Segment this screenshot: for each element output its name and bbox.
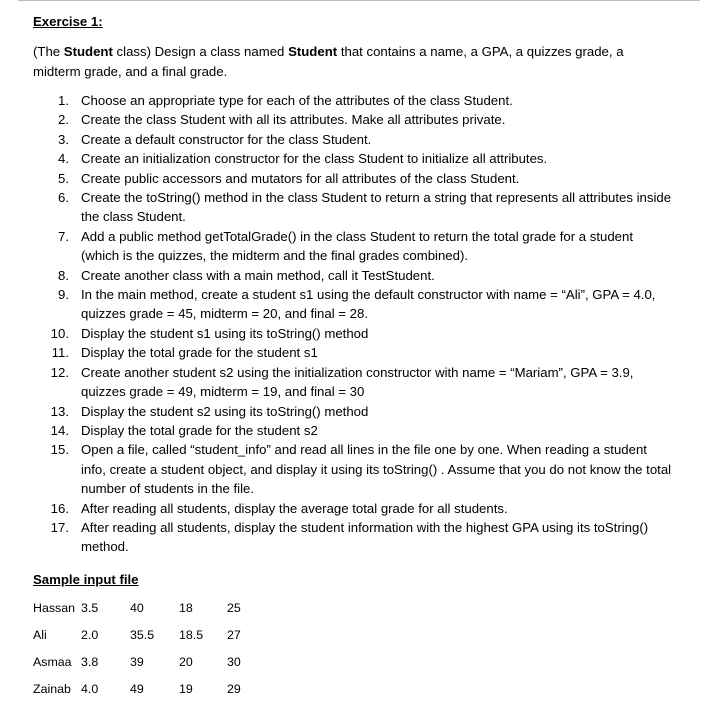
task-item [33,285,673,324]
final-cell: 30 [227,655,241,670]
quizzes-cell: 39 [130,655,144,670]
table-row [33,653,267,680]
task-item [33,402,673,421]
task-number: 11. [51,345,69,361]
intro-class-name-2: Student [288,44,338,60]
task-number: 2. [58,112,69,128]
task-number: 8. [58,267,69,283]
student-name-cell: Asmaa [33,655,72,670]
task-text: Choose an appropriate type for each of the attributes of the class Student. [81,93,513,108]
sample-input-table [33,599,267,707]
task-item [33,518,673,557]
task-text: Create the toString() method in the class Student to return a string that represents all attributes inside the class Student. [81,190,672,225]
gpa-cell: 4.0 [81,682,99,697]
task-item [33,363,673,402]
task-item [33,499,673,518]
task-number: 13. [50,403,69,419]
task-text: Display the student s1 using its toString() method [81,325,369,341]
task-number: 10. [50,325,69,341]
task-number: 9. [58,287,69,303]
intro-suffix: that contains a name, a GPA, a quizzes grade, a midterm grade, and a final grade. [33,44,624,80]
final-cell: 25 [227,601,241,616]
table-row [33,599,267,626]
gpa-cell: 2.0 [81,628,99,643]
task-text: Create another class with a main method, call it TestStudent. [81,267,435,283]
task-number: 5. [58,170,69,186]
midterm-cell: 20 [179,655,193,670]
intro-prefix: (The [33,44,64,60]
task-item [33,227,673,266]
gpa-cell: 3.8 [81,655,99,670]
task-item [33,266,673,285]
task-item [33,130,673,149]
task-number: 15. [50,442,69,458]
task-text: Display the student s2 using its toString() method [81,403,369,419]
task-text: In the main method, create a student s1 using the default constructor with name = “Ali”, GPA = 4.0, quizzes grade = 45, midterm = 20, and final = 28. [81,287,656,322]
final-cell: 29 [227,682,241,697]
task-list [33,91,673,557]
task-item [33,324,673,343]
task-item [33,421,673,440]
task-item [33,110,673,129]
quizzes-cell: 40 [130,601,144,616]
task-item [33,343,673,362]
task-number: 14. [50,422,69,438]
task-number: 4. [58,151,69,167]
table-row [33,680,267,707]
document-page [33,12,673,707]
task-item [33,188,673,227]
top-border [18,0,700,4]
task-item [33,169,673,188]
midterm-cell: 19 [179,682,193,697]
task-number: 16. [50,500,69,516]
student-name-cell: Ali [33,628,47,643]
task-item [33,149,673,168]
student-name-cell: Zainab [33,682,71,697]
gpa-cell: 3.5 [81,601,99,616]
sample-input-title: Sample input file [33,571,139,587]
intro-middle: class) Design a class named [112,44,289,60]
task-number: 12. [50,364,69,380]
task-text: Create a default constructor for the class Student. [81,131,372,147]
quizzes-cell: 49 [130,682,144,697]
quizzes-cell: 35.5 [130,628,155,643]
student-name-cell: Hassan [33,601,76,616]
task-number: 1. [58,93,69,108]
task-text: Create another student s2 using the initialization constructor with name = “Mariam”, GPA = 3.9, quizzes grade = 49, midterm = 19, and final = 30 [81,364,634,400]
exercise-heading: Exercise 1: [33,14,103,29]
final-cell: 27 [227,628,241,643]
midterm-cell: 18 [179,601,193,616]
intro-class-name: Student [63,44,113,60]
task-text: Create the class Student with all its attributes. Make all attributes private. [81,112,506,128]
task-item [33,440,673,498]
task-text: Open a file, called “student_info” and read all lines in the file one by one. When reading a student info, create a student object, and display it using its toString() . Assume that you do not know the total number of students in the file. [81,442,672,497]
task-text: Display the total grade for the student s2 [81,422,318,438]
midterm-cell: 18.5 [179,628,204,643]
table-row [33,626,267,653]
intro-paragraph [33,42,673,82]
task-text: After reading all students, display the average total grade for all students. [81,500,508,516]
task-text: Add a public method getTotalGrade() in the class Student to return the total grade for a student (which is the quizzes, the midterm and the final grades combined). [81,228,634,264]
task-number: 3. [58,131,69,147]
task-number: 7. [58,228,69,244]
task-text: Display the total grade for the student s1 [81,345,318,361]
task-text: Create public accessors and mutators for all attributes of the class Student. [81,170,520,186]
task-item [33,91,673,110]
task-number: 17. [50,519,69,535]
task-text: Create an initialization constructor for the class Student to initialize all attributes. [81,151,548,167]
task-text: After reading all students, display the student information with the highest GPA using its toString() method. [81,519,649,555]
task-number: 6. [58,190,69,206]
